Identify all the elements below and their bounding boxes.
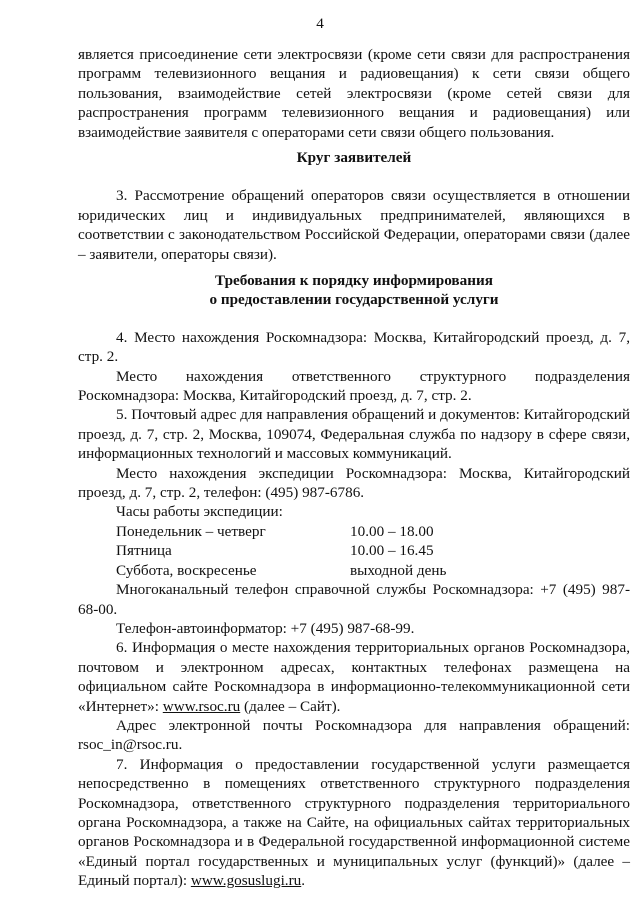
paragraph-7-tail: . <box>301 872 306 890</box>
hours-time: 10.00 – 16.45 <box>350 542 434 560</box>
hours-time: выходной день <box>350 561 447 579</box>
gosuslugi-link[interactable]: www.gosuslugi.ru <box>190 872 302 890</box>
paragraph-multichannel-phone: Многоканальный телефон справочной службы Роскомнадзора: +7 (495) 987-68-00. <box>78 581 630 618</box>
paragraph-6-tail: (далее – Сайт). <box>240 697 341 715</box>
applicants-section <box>78 148 630 264</box>
hours-row <box>78 541 630 560</box>
paragraph-3: 3. Рассмотрение обращений операторов связи осуществляется в отношении юридических лиц и индивидуальных предпринимателей, являющихся в соответствии с законодательством Российской Федерации, операторами связи (далее – заявители, операторы связи). <box>78 187 630 263</box>
paragraph-email: Адрес электронной почты Роскомнадзора для направления обращений: rsoc_in@rsoc.ru. <box>78 716 630 754</box>
hours-time: 10.00 – 18.00 <box>350 522 434 540</box>
paragraph-expedition: Место нахождения экспедиции Роскомнадзора: Москва, Китайгородский проезд, д. 7, стр. 2, телефон: (495) 987-6786. <box>78 464 630 502</box>
hours-day: Понедельник – четверг <box>116 522 266 540</box>
site-link[interactable]: www.rsoc.ru <box>162 697 241 715</box>
paragraph-7 <box>78 755 630 891</box>
hours-row <box>78 561 630 580</box>
paragraph-autoinformer: Телефон-автоинформатор: +7 (495) 987-68-99. <box>116 619 415 637</box>
hours-title: Часы работы экспедиции: <box>116 503 283 521</box>
section-heading-informing-line2: о предоставлении государственной услуги <box>209 291 499 309</box>
intro-paragraph: является присоединение сети электросвязи (кроме сети связи для распространения программ телевизионного вещания и радиовещания) к сети связи общего пользования, взаимодействие сетей электросвязи (кроме сетей связи для распространения программ телевизионного вещания и радиовещания) или взаимодействие заявителя с операторами сети связи общего пользования. <box>78 46 630 141</box>
paragraph-5: 5. Почтовый адрес для направления обращений и документов: Китайгородский проезд, д. 7, стр. 2, Москва, 109074, Федеральная служба по надзору в сфере связи, информационных технологий и массовых коммуникаций. <box>78 406 630 463</box>
section-heading-informing-line1: Требования к порядку информирования <box>215 272 493 289</box>
informing-section <box>78 271 630 891</box>
hours-day: Суббота, воскресенье <box>116 561 257 579</box>
intro-block <box>78 45 630 142</box>
hours-row <box>78 522 630 541</box>
page-number: 4 <box>316 15 324 32</box>
paragraph-6-text: 6. Информация о месте нахождения территориальных органов Роскомнадзора, почтовом и электронном адресах, контактных телефонах размещена на официальном сайте Роскомнадзора в информационно-телекоммуникационной сети «Интернет»: <box>78 639 630 715</box>
paragraph-responsible-unit: Место нахождения ответственного структурного подразделения Роскомнадзора: Москва, Китайгородский проезд, д. 7, стр. 2. <box>78 367 630 405</box>
paragraph-6 <box>78 638 630 716</box>
paragraph-7-text: 7. Информация о предоставлении государственной услуги размещается непосредственно в помещениях ответственного структурного подразделения Роскомнадзора, ответственного структурного подразделения территориального органа Роскомнадзора, а также на Сайте, на официальных сайтах территориальных органов Роскомнадзора и в Федеральной государственной информационной системе «Единый портал государственных и муниципальных услуг (функций)» (далее – Единый портал): <box>78 755 630 890</box>
hours-day: Пятница <box>116 542 172 560</box>
paragraph-4: 4. Место нахождения Роскомнадзора: Москва, Китайгородский проезд, д. 7, стр. 2. <box>78 328 630 366</box>
section-heading-applicants: Круг заявителей <box>296 149 412 166</box>
